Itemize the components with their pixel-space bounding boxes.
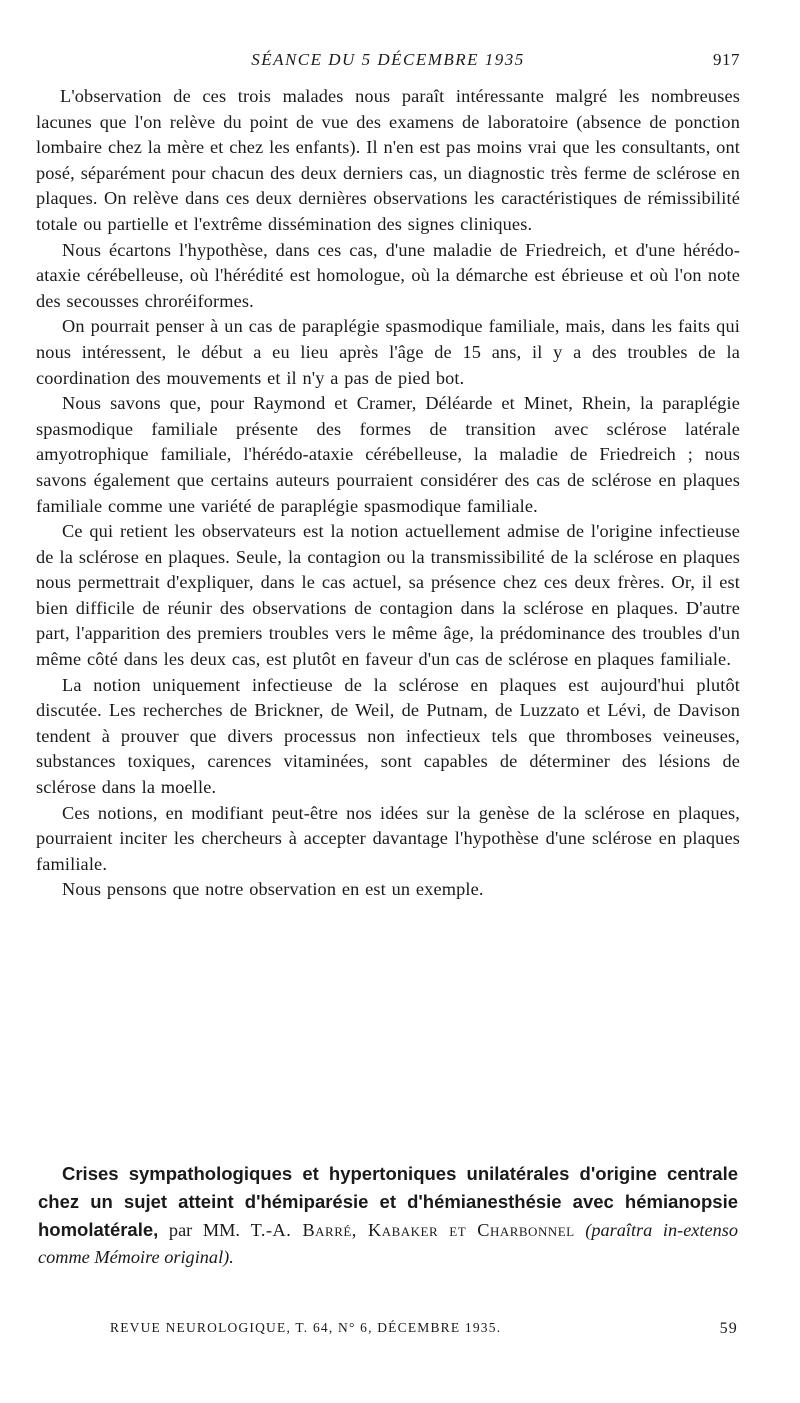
page-header xyxy=(36,50,740,76)
paragraph: L'observation de ces trois malades nous paraît intéressante malgré les nombreuses lacunes que l'on relève du point de vue des examens de laboratoire (absence de ponction lombaire chez la mère et chez les enfants). Il n'en est pas moins vrai que les consultants, ont posé, séparément pour chacun des deux derniers cas, un diagnostic très ferme de sclérose en plaques. On relève dans ces deux dernières observations les caractéristiques de rémissibilité totale ou partielle et l'extrême dissémination des signes cliniques. xyxy=(36,86,740,234)
paragraph: Nous écartons l'hypothèse, dans ces cas, d'une maladie de Friedreich, et d'une hérédo-ataxie cérébelleuse, où l'hérédité est homologue, où la démarche est ébrieuse et où l'on note des secousses chroréiformes. xyxy=(36,239,740,311)
article-note: (paraîtra in-extenso comme Mémoire original). xyxy=(38,1220,739,1267)
page-number: 917 xyxy=(713,50,740,69)
article-heading xyxy=(38,1160,738,1271)
paragraph: On pourrait penser à un cas de paraplégie spasmodique familiale, mais, dans les faits qui nous intéressent, le début a eu lieu après l'âge de 15 ans, il y a des troubles de la coordination des mouvements et il n'y a pas de pied bot. xyxy=(36,316,740,388)
body-text xyxy=(36,84,740,903)
article-authors: T.-A. Barré, Kabaker et Charbonnel xyxy=(250,1220,575,1240)
article-title: Crises sympathologiques et hypertoniques unilatérales d'origine centrale chez un sujet atteint d'hémiparésie et d'hémianesthésie avec hémianopsie homolatérale, xyxy=(38,1163,738,1240)
paragraph: La notion uniquement infectieuse de la sclérose en plaques est aujourd'hui plutôt discutée. Les recherches de Brickner, de Weil, de Putnam, de Luzzato et Lévi, de Davison tendent à prouver que divers processus non infectieux tels que thromboses veineuses, substances toxiques, carences vitaminées, sont capables de déterminer des lésions de sclérose dans la moelle. xyxy=(36,674,740,798)
running-title: SÉANCE DU 5 DÉCEMBRE 1935 xyxy=(251,50,525,69)
article-by: par MM. xyxy=(168,1220,240,1240)
paragraph: Nous pensons que notre observation en est un exemple. xyxy=(62,879,484,900)
page-footer xyxy=(110,1320,738,1342)
paragraph: Nous savons que, pour Raymond et Cramer, Déléarde et Minet, Rhein, la paraplégie spasmodique familiale présente des formes de transition avec sclérose latérale amyotrophique familiale, l'hérédo-ataxie cérébelleuse, la maladie de Friedreich ; nous savons également que certains auteurs pourraient considérer des cas de sclérose en plaques familiale comme une variété de paraplégie spasmodique familiale. xyxy=(36,393,740,516)
signature-mark: 59 xyxy=(719,1320,738,1337)
paragraph: Ces notions, en modifiant peut-être nos idées sur la genèse de la sclérose en plaques, pourraient inciter les chercheurs à accepter davantage l'hypothèse d'une sclérose en plaques familiale. xyxy=(36,802,740,874)
paragraph: Ce qui retient les observateurs est la notion actuellement admise de l'origine infectieuse de la sclérose en plaques. Seule, la contagion ou la transmissibilité de la sclérose en plaques nous permettrait d'expliquer, dans le cas actuel, sa présence chez ces deux frères. Or, il est bien difficile de réunir des observations de contagion dans la sclérose en plaques. D'autre part, l'apparition des premiers troubles vers le même âge, la prédominance des troubles d'un même côté dans les deux cas, est plutôt en faveur d'un cas de sclérose en plaques familiale. xyxy=(36,521,740,670)
journal-reference: REVUE NEUROLOGIQUE, T. 64, N° 6, DÉCEMBRE 1935. xyxy=(110,1320,502,1335)
